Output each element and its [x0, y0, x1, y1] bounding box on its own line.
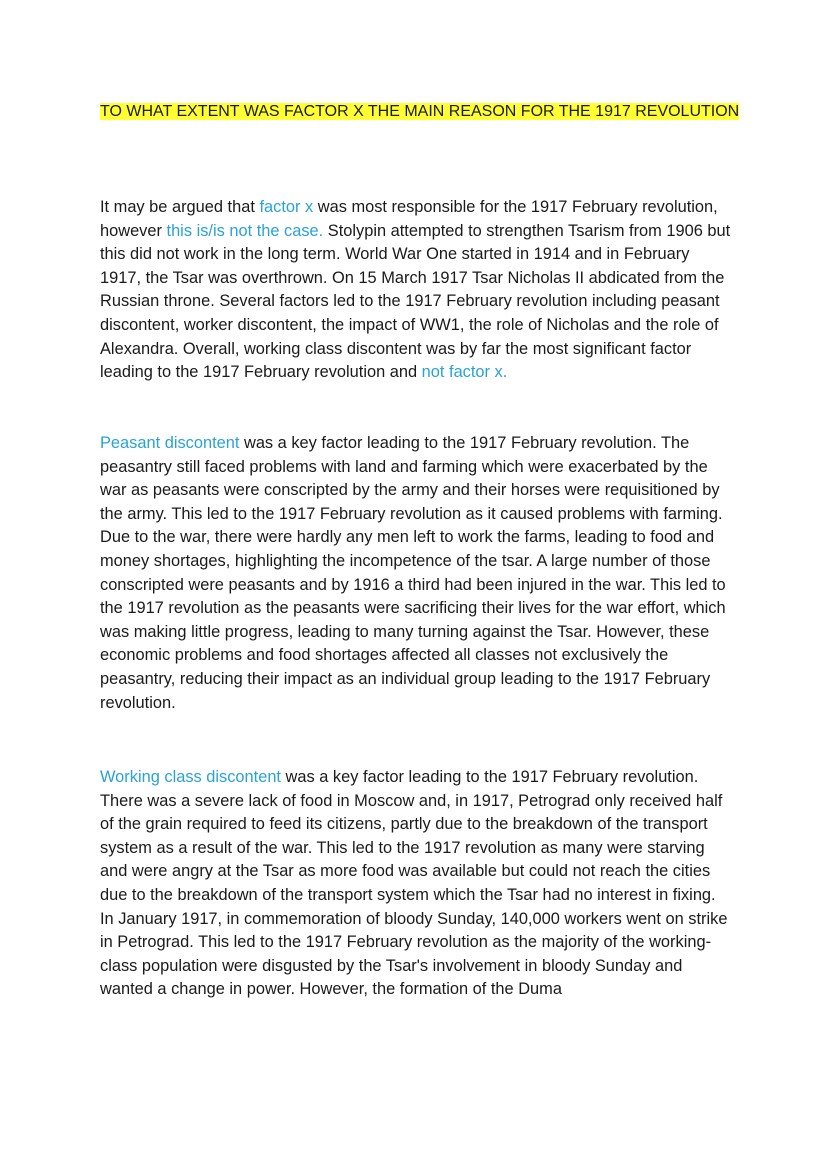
intro-highlight-not-factor: not factor x.	[421, 363, 508, 382]
working-class-text: was a key factor leading to the 1917 February revolution. There was a severe lack of food in Moscow and, in 1917, Petrograd only received half of the grain required to feed its citizens, partly due to the breakdown of the transport system as a result of the war. This led to the 1917 revolution as many were starving and were angry at the Tsar as more food was available but could not reach the cities due to the breakdown of the transport system which the Tsar had no interest in fixing. In January 1917, in commemoration of bloody Sunday, 140,000 workers went on strike in Petrograd. This led to the 1917 February revolution as the majority of the working-class population were disgusted by the Tsar's involvement in bloody Sunday and wanted a change in power. However, the formation of the Duma	[100, 768, 728, 999]
intro-text-2: was most responsible for the 1917 February revolution, however	[100, 198, 718, 240]
working-class-heading: Working class discontent	[100, 768, 281, 786]
peasant-heading: Peasant discontent	[100, 434, 240, 452]
intro-highlight-case: this is/is not the case.	[166, 221, 324, 240]
intro-highlight-factor: factor x	[259, 198, 314, 216]
peasant-paragraph	[100, 432, 732, 715]
document-title	[100, 100, 740, 124]
intro-paragraph	[100, 196, 732, 385]
intro-text-1: It may be argued that	[100, 198, 260, 216]
working-class-paragraph	[100, 766, 732, 1002]
peasant-text: was a key factor leading to the 1917 February revolution. The peasantry still faced problems with land and farming which were exacerbated by the war as peasants were conscripted by the army and their horses were requisitioned by the army. This led to the 1917 February revolution as it caused problems with farming. Due to the war, there were hardly any men left to work the farms, leading to food and money shortages, highlighting the incompetence of the tsar. A large number of those conscripted were peasants and by 1916 a third had been injured in the war. This led to the 1917 revolution as the peasants were sacrificing their lives for the war effort, which was making little progress, leading to many turning against the Tsar. However, these economic problems and food shortages affected all classes not exclusively the peasantry, reducing their impact as an individual group leading to the 1917 February revolution.	[100, 434, 726, 712]
title-highlight: TO WHAT EXTENT WAS FACTOR X THE MAIN REASON FOR THE 1917 REVOLUTION	[100, 103, 740, 120]
intro-text-3: Stolypin attempted to strengthen Tsarism from 1906 but this did not work in the long term. World War One started in 1914 and in February 1917, the Tsar was overthrown. On 15 March 1917 Tsar Nicholas II abdicated from the Russian throne. Several factors led to the 1917 February revolution including peasant discontent, worker discontent, the impact of WW1, the role of Nicholas and the role of Alexandra. Overall, working class discontent was by far the most significant factor leading to the 1917 February revolution and	[100, 221, 731, 382]
